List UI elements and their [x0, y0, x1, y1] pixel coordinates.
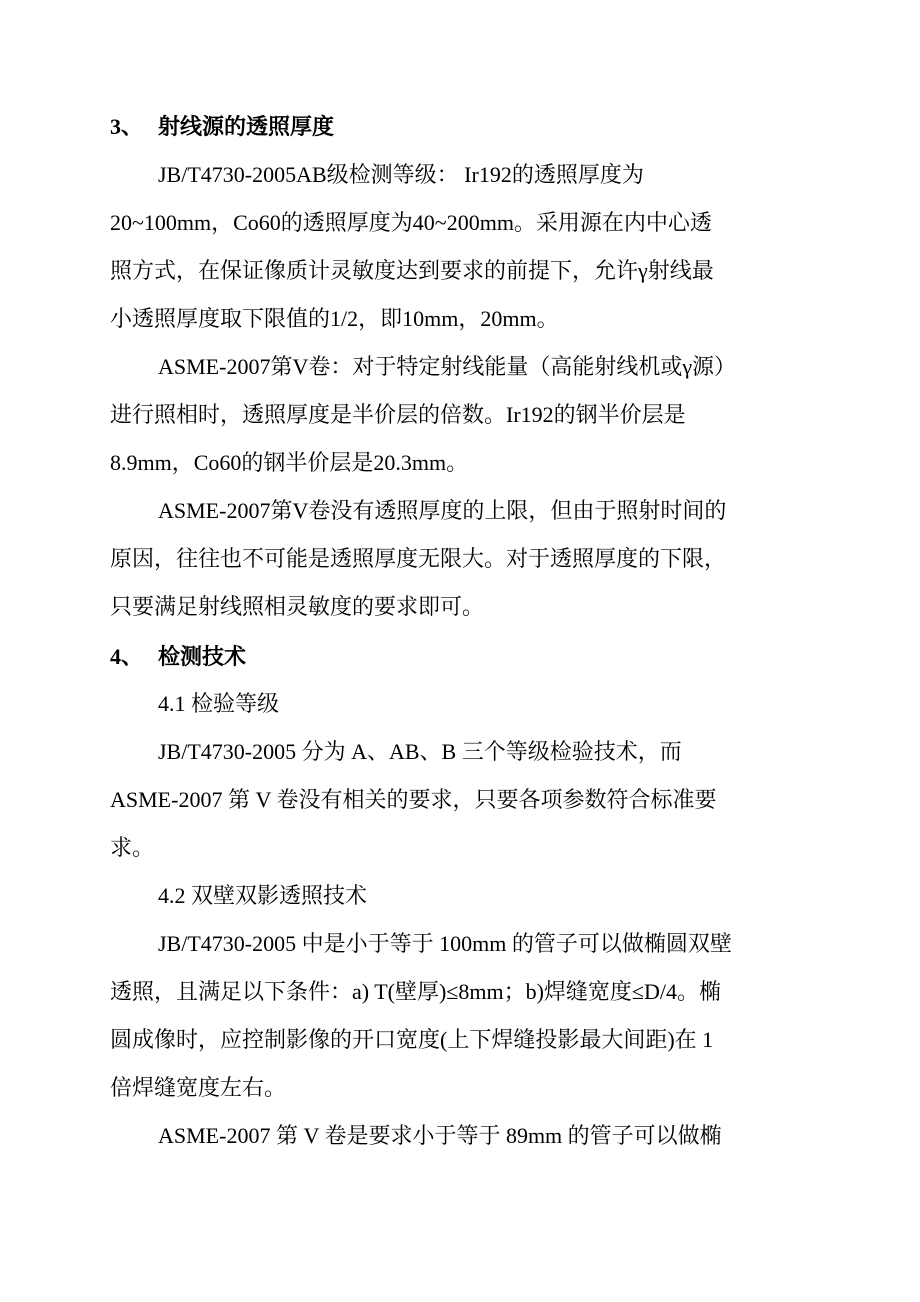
section-number: 3、 [110, 114, 144, 139]
paragraph-line: ASME-2007 第 V 卷是要求小于等于 89mm 的管子可以做椭 [158, 1123, 722, 1148]
paragraph-line: ASME-2007第V卷没有透照厚度的上限，但由于照射时间的 [158, 498, 727, 523]
paragraph-line: JB/T4730-2005 分为 A、AB、B 三个等级检验技术，而 [158, 739, 682, 764]
paragraph-line: 8.9mm，Co60的钢半价层是20.3mm。 [110, 450, 469, 475]
section-title: 射线源的透照厚度 [158, 114, 335, 139]
subsection-title: 4.2 双壁双影透照技术 [158, 883, 368, 908]
section-heading-3 [110, 112, 334, 142]
section-heading-4 [110, 642, 246, 672]
section-title: 检测技术 [158, 644, 247, 669]
paragraph-line: ASME-2007 第 V 卷没有相关的要求，只要各项参数符合标准要 [110, 787, 717, 812]
paragraph-line: 只要满足射线照相灵敏度的要求即可。 [110, 594, 485, 619]
paragraph-line: 20~100mm，Co60的透照厚度为40~200mm。采用源在内中心透 [110, 210, 712, 235]
paragraph-line: 透照，且满足以下条件：a) T(壁厚)≤8mm；b)焊缝宽度≤D/4。椭 [110, 979, 721, 1004]
subsection-title: 4.1 检验等级 [158, 691, 280, 716]
paragraph-line: 照方式，在保证像质计灵敏度达到要求的前提下，允许γ射线最 [110, 258, 714, 283]
paragraph-line: 倍焊缝宽度左右。 [110, 1075, 287, 1100]
paragraph-line: 原因，往往也不可能是透照厚度无限大。对于透照厚度的下限， [110, 546, 727, 571]
paragraph-line: ASME-2007第V卷：对于特定射线能量（高能射线机或γ源） [158, 354, 737, 379]
paragraph-line: JB/T4730-2005 中是小于等于 100mm 的管子可以做椭圆双壁 [158, 931, 732, 956]
paragraph-line: 圆成像时，应控制影像的开口宽度(上下焊缝投影最大间距)在 1 [110, 1027, 714, 1052]
paragraph-line: 小透照厚度取下限值的1/2，即10mm，20mm。 [110, 306, 559, 331]
section-number: 4、 [110, 644, 144, 669]
paragraph-line: JB/T4730-2005AB级检测等级： Ir192的透照厚度为 [158, 162, 644, 187]
paragraph-line: 求。 [110, 835, 155, 860]
paragraph-line: 进行照相时，透照厚度是半价层的倍数。Ir192的钢半价层是 [110, 402, 686, 427]
